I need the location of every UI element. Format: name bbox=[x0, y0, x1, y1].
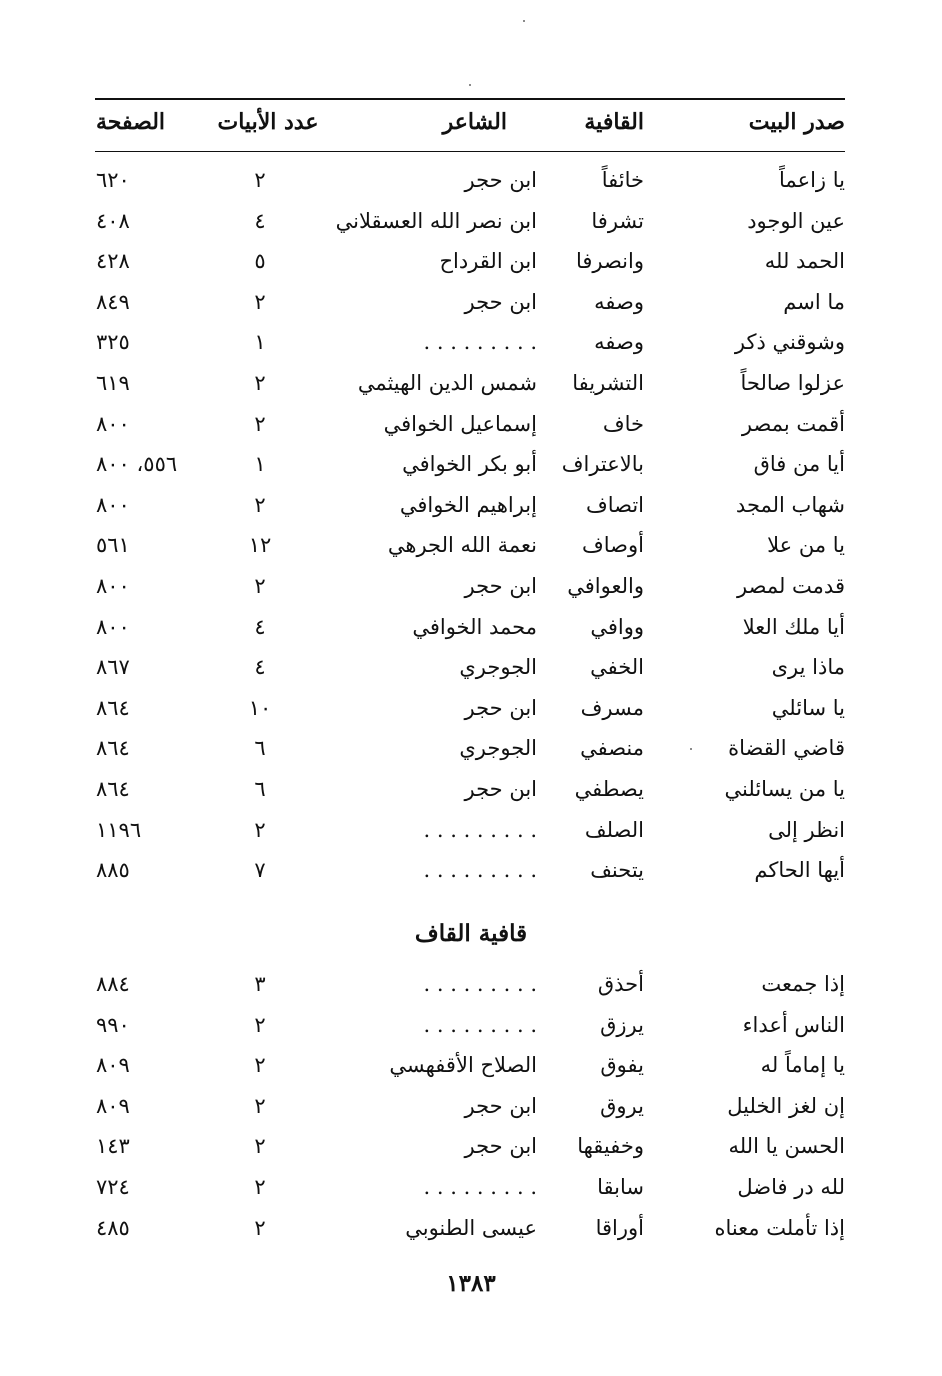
page-cell: ٤٢٨ bbox=[96, 249, 130, 274]
rhyme-cell: أحذق bbox=[597, 972, 644, 996]
rhyme-cell: وانصرفا bbox=[575, 249, 644, 274]
rhyme-cell: وصفه bbox=[594, 330, 644, 355]
poet-cell: أبو بكر الخوافي bbox=[402, 452, 537, 477]
page-cell: ٨٠٠ bbox=[96, 492, 130, 517]
verse-cell: أيا ملك العلا bbox=[742, 614, 845, 639]
page-cell: ٨٨٤ bbox=[96, 972, 130, 996]
rhyme-cell: بالاعتراف bbox=[561, 452, 644, 477]
verse-cell: يا سائلي bbox=[771, 695, 845, 720]
page-cell: ٨٠٩ bbox=[96, 1053, 130, 1078]
rhyme-cell: أوراقا bbox=[595, 1215, 644, 1240]
page-cell: ٥٥٦، ٨٠٠ bbox=[96, 452, 178, 477]
page-cell: ٨٦٤ bbox=[96, 736, 130, 761]
header-rule bbox=[95, 151, 845, 152]
poet-cell: شمس الدين الهيثمي bbox=[357, 371, 537, 395]
page-cell: ٨٤٩ bbox=[96, 289, 130, 314]
count-cell: ٢ bbox=[254, 1215, 266, 1240]
poet-cell: ابن حجر bbox=[464, 695, 537, 720]
table-row bbox=[0, 1007, 942, 1043]
table-row bbox=[0, 406, 942, 442]
verse-cell: وشوقني ذكر bbox=[734, 330, 845, 355]
verse-cell: ماذا يرى bbox=[771, 655, 845, 680]
verse-cell: أيا من فاق bbox=[753, 452, 845, 477]
table-row bbox=[0, 446, 942, 482]
rhyme-cell: الخفي bbox=[590, 655, 644, 680]
verse-cell: الحمد لله bbox=[764, 249, 845, 274]
table-row bbox=[0, 1169, 942, 1205]
table-row bbox=[0, 966, 942, 1002]
poet-cell: . . . . . . . . . bbox=[423, 858, 537, 883]
page-number: ١٣٨٣ bbox=[446, 1270, 496, 1297]
table-row bbox=[0, 284, 942, 320]
poet-cell: ابن القرداح bbox=[439, 249, 537, 274]
count-cell: ٥ bbox=[254, 249, 266, 274]
section-title: قافية القاف bbox=[414, 920, 528, 947]
table-row bbox=[0, 812, 942, 848]
table-row bbox=[0, 1088, 942, 1124]
header-count: عدد الأبيات bbox=[217, 109, 319, 135]
page-cell: ١١٩٦ bbox=[96, 817, 142, 842]
verse-cell: انظر إلى bbox=[768, 817, 845, 842]
verse-cell: الحسن يا الله bbox=[728, 1134, 845, 1159]
poet-cell: ابن حجر bbox=[464, 168, 537, 192]
count-cell: ٤ bbox=[254, 614, 266, 639]
rhyme-cell: وخفيقها bbox=[577, 1134, 644, 1159]
verse-cell: عين الوجود bbox=[747, 208, 845, 233]
rhyme-cell: أوصاف bbox=[582, 533, 644, 558]
page-cell: ٤٠٨ bbox=[96, 208, 130, 233]
count-cell: ٢ bbox=[254, 1175, 266, 1199]
top-rule bbox=[95, 98, 845, 100]
table-row bbox=[0, 527, 942, 563]
poet-cell: . . . . . . . . . bbox=[423, 817, 537, 842]
count-cell: ٢ bbox=[254, 574, 266, 598]
poet-cell: ابن حجر bbox=[464, 289, 537, 314]
poet-cell: الصلاح الأقفهسي bbox=[389, 1053, 537, 1078]
poet-cell: محمد الخوافي bbox=[412, 614, 537, 639]
rhyme-cell: اتصاف bbox=[585, 492, 644, 517]
count-cell: ٢ bbox=[254, 492, 266, 517]
rhyme-cell: يصطفي bbox=[574, 777, 644, 801]
verse-cell: إذا تأملت معناه bbox=[714, 1215, 845, 1240]
page-cell: ٩٩٠ bbox=[96, 1012, 130, 1037]
count-cell: ٦ bbox=[254, 777, 266, 801]
count-cell: ٧ bbox=[254, 858, 266, 883]
count-cell: ٢ bbox=[254, 371, 266, 395]
rhyme-cell: منصفي bbox=[580, 736, 644, 761]
page-cell: ٥٦١ bbox=[96, 533, 130, 558]
count-cell: ٢ bbox=[254, 1053, 266, 1078]
verse-cell: إذا جمعت bbox=[761, 972, 845, 996]
table-row bbox=[0, 162, 942, 198]
table-row bbox=[0, 487, 942, 523]
verse-cell: قاضي القضاة bbox=[728, 736, 845, 761]
poet-cell: إبراهيم الخوافي bbox=[399, 492, 537, 517]
rhyme-cell: خائفاً bbox=[601, 168, 644, 192]
poet-cell: عيسى الطنوبي bbox=[405, 1215, 537, 1240]
rhyme-cell: وصفه bbox=[594, 289, 644, 314]
rhyme-cell: والعوافي bbox=[567, 574, 644, 598]
page-cell: ٧٢٤ bbox=[96, 1175, 130, 1199]
table-row bbox=[0, 1047, 942, 1083]
verse-cell: يا من علا bbox=[767, 533, 845, 558]
count-cell: ٢ bbox=[254, 411, 266, 436]
poet-cell: إسماعيل الخوافي bbox=[383, 411, 537, 436]
rhyme-cell: تشرفا bbox=[591, 208, 644, 233]
page-cell: ٨٦٤ bbox=[96, 695, 130, 720]
rhyme-cell: يروق bbox=[600, 1093, 644, 1118]
page-cell: ٨٨٥ bbox=[96, 858, 130, 883]
page-cell: ٤٨٥ bbox=[96, 1215, 130, 1240]
rhyme-cell: يفوق bbox=[600, 1053, 644, 1078]
rhyme-cell: خاف bbox=[602, 411, 644, 436]
poet-cell: . . . . . . . . . bbox=[423, 1175, 537, 1199]
count-cell: ٢ bbox=[254, 289, 266, 314]
verse-cell: إن لغز الخليل bbox=[727, 1093, 845, 1118]
verse-cell: ما اسم bbox=[783, 289, 845, 314]
header-verse: صدر البيت bbox=[748, 109, 845, 135]
page-cell: ٦١٩ bbox=[96, 371, 130, 395]
verse-cell: أيها الحاكم bbox=[754, 858, 845, 883]
page-cell: ٨٠٠ bbox=[96, 411, 130, 436]
verse-cell: يا زاعماً bbox=[779, 168, 845, 192]
count-cell: ٢ bbox=[254, 1093, 266, 1118]
page-cell: ٨٠٠ bbox=[96, 574, 130, 598]
poet-cell: ابن نصر الله العسقلاني bbox=[335, 208, 537, 233]
page-cell: ٣٢٥ bbox=[96, 330, 130, 355]
verse-cell: شهاب المجد bbox=[735, 492, 845, 517]
table-row bbox=[0, 1210, 942, 1246]
table-row bbox=[0, 852, 942, 888]
table-row bbox=[0, 1128, 942, 1164]
header-page: الصفحة bbox=[96, 109, 166, 135]
rhyme-cell: مسرف bbox=[580, 695, 644, 720]
count-cell: ٢ bbox=[254, 1134, 266, 1159]
table-row bbox=[0, 568, 942, 604]
table-row bbox=[0, 649, 942, 685]
table-row bbox=[0, 609, 942, 645]
table-row bbox=[0, 730, 942, 766]
poet-cell: الجوجري bbox=[459, 655, 537, 680]
verse-cell: لله در فاضل bbox=[737, 1175, 845, 1199]
table-row bbox=[0, 771, 942, 807]
page-cell: ٨٦٤ bbox=[96, 777, 130, 801]
page-cell: ٨٠٩ bbox=[96, 1093, 130, 1118]
page-cell: ٨٦٧ bbox=[96, 655, 130, 680]
scan-speck bbox=[523, 20, 525, 22]
rhyme-cell: ووافي bbox=[590, 614, 644, 639]
count-cell: ١٢ bbox=[248, 533, 272, 558]
verse-cell: يا إماماً له bbox=[760, 1053, 845, 1078]
page-cell: ١٤٣ bbox=[96, 1134, 130, 1159]
poet-cell: ابن حجر bbox=[464, 777, 537, 801]
verse-cell: الناس أعداء bbox=[742, 1012, 845, 1037]
rhyme-cell: يتحنف bbox=[590, 858, 644, 883]
rhyme-cell: التشريفا bbox=[572, 371, 644, 395]
table-row bbox=[0, 203, 942, 239]
table-row bbox=[0, 365, 942, 401]
verse-cell: قدمت لمصر bbox=[737, 574, 845, 598]
table-header bbox=[0, 104, 942, 140]
poet-cell: . . . . . . . . . bbox=[423, 330, 537, 355]
count-cell: ٦ bbox=[254, 736, 266, 761]
table-row bbox=[0, 324, 942, 360]
verse-cell: أقمت بمصر bbox=[741, 411, 845, 436]
count-cell: ٢ bbox=[254, 1012, 266, 1037]
count-cell: ٢ bbox=[254, 817, 266, 842]
count-cell: ٤ bbox=[254, 655, 266, 680]
poet-cell: الجوجري bbox=[459, 736, 537, 761]
poet-cell: ابن حجر bbox=[464, 574, 537, 598]
rhyme-cell: سابقا bbox=[597, 1175, 644, 1199]
verse-cell: يا من يسائلني bbox=[724, 777, 845, 801]
count-cell: ١٠ bbox=[248, 695, 272, 720]
poet-cell: ابن حجر bbox=[464, 1093, 537, 1118]
table-row bbox=[0, 690, 942, 726]
poet-cell: . . . . . . . . . bbox=[423, 1012, 537, 1037]
poet-cell: نعمة الله الجرهي bbox=[387, 533, 537, 558]
count-cell: ١ bbox=[254, 330, 266, 355]
page-cell: ٨٠٠ bbox=[96, 614, 130, 639]
page-cell: ٦٢٠ bbox=[96, 168, 130, 192]
rhyme-cell: يرزق bbox=[600, 1012, 644, 1037]
poet-cell: ابن حجر bbox=[464, 1134, 537, 1159]
header-poet: الشاعر bbox=[442, 109, 507, 135]
count-cell: ١ bbox=[254, 452, 266, 477]
table-row bbox=[0, 243, 942, 279]
count-cell: ٣ bbox=[254, 972, 266, 996]
count-cell: ٢ bbox=[254, 168, 266, 192]
count-cell: ٤ bbox=[254, 208, 266, 233]
scan-speck bbox=[469, 84, 471, 86]
poet-cell: . . . . . . . . . bbox=[423, 972, 537, 996]
header-rhyme: القافية bbox=[584, 109, 644, 135]
verse-cell: عزلوا صالحاً bbox=[740, 371, 845, 395]
rhyme-cell: الصلف bbox=[584, 817, 644, 842]
